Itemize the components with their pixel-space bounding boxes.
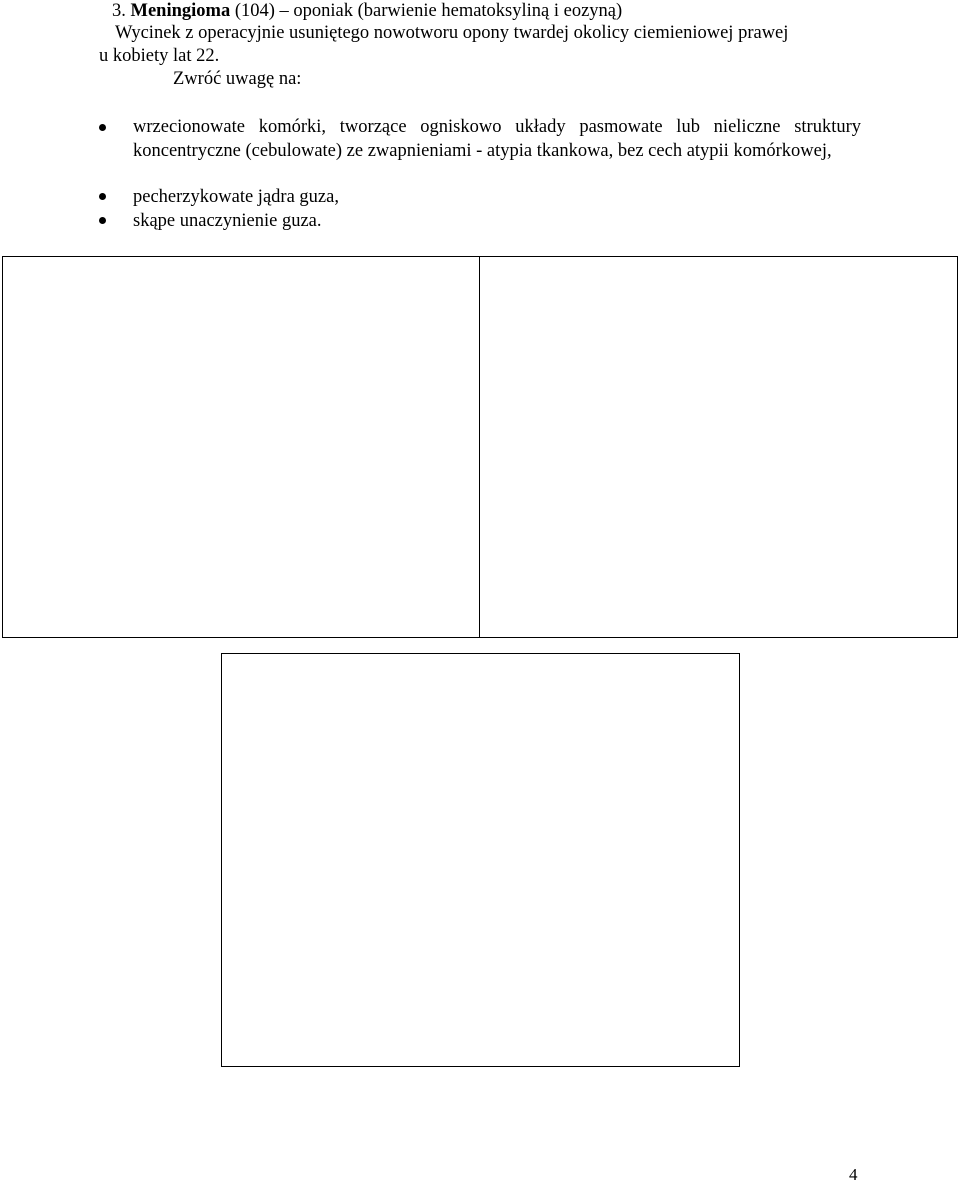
feature-item: wrzecionowate komórki, tworzące ogniskowo układy pasmowate lub nieliczne struktury koncentryczne (cebulowate) ze zwapnieniami - atypia tkankowa, bez cech atypii komórkowej, xyxy=(133,117,861,161)
bullet-icon xyxy=(99,217,106,224)
drawing-box-right xyxy=(479,256,958,638)
specimen-translation: – oponiak (barwienie hematoksyliną i eozyną) xyxy=(279,1,623,21)
page-number: 4 xyxy=(849,1165,858,1184)
specimen-code: (104) xyxy=(234,1,275,21)
feature-item: pecherzykowate jądra guza, xyxy=(133,187,339,207)
specimen-name: Meningioma xyxy=(130,1,231,21)
section-number: 3. xyxy=(112,1,126,21)
feature-item: skąpe unaczynienie guza. xyxy=(133,211,322,231)
drawing-box-bottom xyxy=(221,653,740,1067)
bullet-icon xyxy=(99,193,106,200)
drawing-box-left xyxy=(2,256,480,638)
section-heading xyxy=(112,0,622,22)
description-line-1: Wycinek z operacyjnie usuniętego nowotworu opony twardej okolicy ciemieniowej prawej xyxy=(115,23,789,43)
description-line-2: u kobiety lat 22. xyxy=(99,46,220,66)
bullet-icon xyxy=(99,124,106,131)
attention-label: Zwróć uwagę na: xyxy=(173,69,302,89)
